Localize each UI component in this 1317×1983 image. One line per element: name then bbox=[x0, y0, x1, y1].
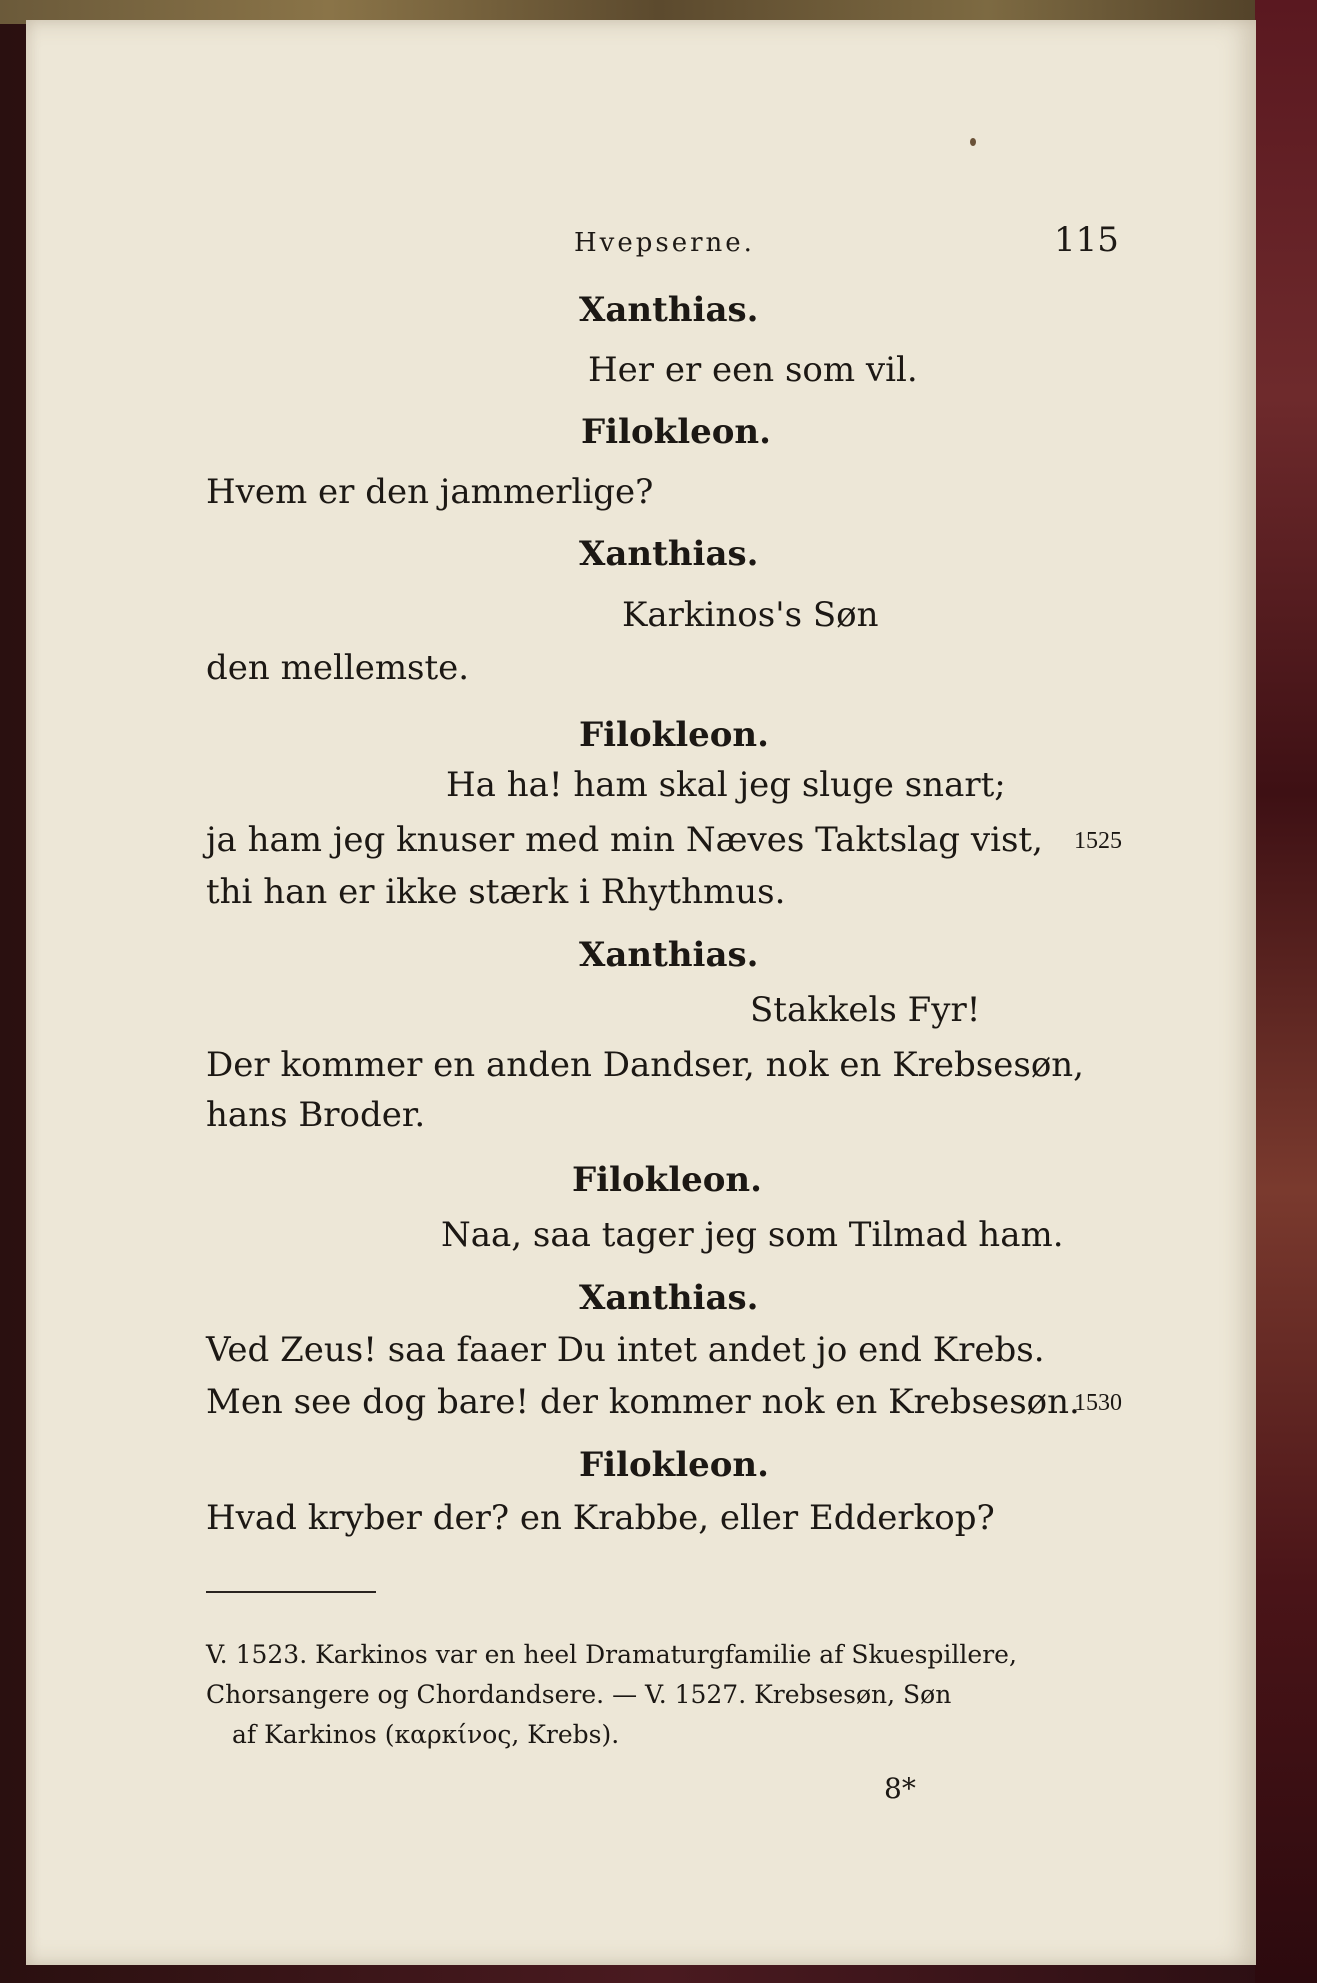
footnote-rule bbox=[206, 1591, 376, 1593]
speaker-name: Xanthias. bbox=[579, 1278, 759, 1318]
line-number: 1530 bbox=[1074, 1390, 1122, 1416]
book-page bbox=[26, 20, 1256, 1965]
speaker-name: Filokleon. bbox=[572, 1160, 762, 1200]
verse-line: Stakkels Fyr! bbox=[750, 990, 981, 1030]
signature-mark: 8* bbox=[884, 1772, 916, 1805]
footnote-line: af Karkinos (καρκίνος, Krebs). bbox=[232, 1720, 620, 1749]
footnote-line: V. 1523. Karkinos var en heel Dramaturgfamilie af Skuespillere, bbox=[206, 1640, 1017, 1669]
line-number: 1525 bbox=[1074, 828, 1122, 854]
marbled-edge-right bbox=[1255, 0, 1317, 1983]
verse-line: thi han er ikke stærk i Rhythmus. bbox=[206, 872, 786, 912]
ink-speck bbox=[970, 138, 976, 146]
speaker-name: Filokleon. bbox=[581, 412, 771, 452]
verse-line: Karkinos's Søn bbox=[622, 595, 879, 635]
verse-line: hans Broder. bbox=[206, 1095, 426, 1135]
speaker-name: Xanthias. bbox=[579, 935, 759, 975]
verse-line: Hvad kryber der? en Krabbe, eller Edderkop? bbox=[206, 1498, 995, 1538]
verse-line: Ved Zeus! saa faaer Du intet andet jo end Krebs. bbox=[206, 1330, 1045, 1370]
speaker-name: Xanthias. bbox=[579, 290, 759, 330]
speaker-name: Filokleon. bbox=[579, 1445, 769, 1485]
footnote-line: Chorsangere og Chordandsere. — V. 1527. Krebsesøn, Søn bbox=[206, 1680, 952, 1709]
verse-line: Hvem er den jammerlige? bbox=[206, 472, 654, 512]
speaker-name: Xanthias. bbox=[579, 534, 759, 574]
page-number: 115 bbox=[1054, 220, 1119, 260]
verse-line: ja ham jeg knuser med min Næves Taktslag vist, bbox=[206, 820, 1043, 860]
verse-line: Her er een som vil. bbox=[588, 350, 918, 390]
verse-line: Der kommer en anden Dandser, nok en Krebsesøn, bbox=[206, 1045, 1084, 1085]
running-title: Hvepserne. bbox=[574, 228, 755, 258]
verse-line: Men see dog bare! der kommer nok en Krebsesøn. bbox=[206, 1382, 1080, 1422]
verse-line: Naa, saa tager jeg som Tilmad ham. bbox=[441, 1215, 1064, 1255]
verse-line: den mellemste. bbox=[206, 648, 470, 688]
speaker-name: Filokleon. bbox=[579, 715, 769, 755]
verse-line: Ha ha! ham skal jeg sluge snart; bbox=[446, 765, 1006, 805]
